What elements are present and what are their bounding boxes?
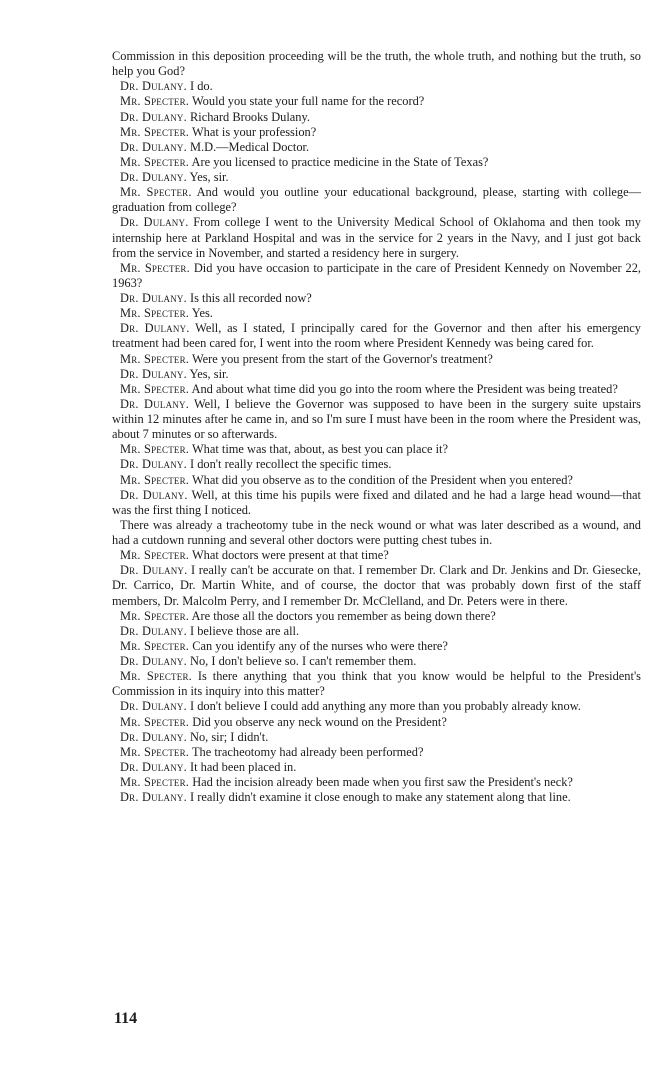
paragraph [112, 125, 641, 140]
utterance: And would you outline your educational background, please, starting with college—graduation from college? [112, 185, 641, 215]
utterance: Are you licensed to practice medicine in the State of Texas? [191, 154, 489, 169]
utterance: I really didn't examine it close enough to make any statement along that line. [190, 790, 571, 805]
utterance: Richard Brooks Dulany. [190, 109, 310, 124]
speaker: Mr. Specter. [120, 185, 192, 200]
utterance: And about what time did you go into the room where the President was being treated? [191, 381, 618, 396]
speaker: Mr. Specter. [120, 94, 190, 109]
speaker: Mr. Specter. [120, 306, 190, 321]
paragraph [112, 760, 641, 775]
paragraph [112, 654, 641, 669]
speaker: Mr. Specter. [120, 154, 190, 169]
speaker: Mr. Specter. [120, 442, 190, 457]
speaker: Dr. Dulany. [120, 321, 190, 336]
utterance: Yes, sir. [189, 170, 229, 184]
utterance: There was already a tracheotomy tube in the neck wound or what was later described as a wound, and had a cutdown running and several other doctors were putting chest tubes in. [112, 517, 641, 547]
page-number: 114 [114, 1010, 138, 1027]
paragraph [112, 321, 641, 351]
speaker: Dr. Dulany. [120, 654, 187, 668]
speaker: Dr. Dulany. [120, 366, 187, 381]
paragraph [112, 185, 641, 215]
paragraph [112, 367, 641, 382]
paragraph [112, 745, 641, 760]
utterance: Well, as I stated, I principally cared for the Governor and then after his emergency treatment had been cared for, I went into the room where President Kennedy was being cared for. [112, 321, 641, 351]
utterance: I don't believe I could add anything any more than you probably already know. [190, 699, 581, 714]
utterance: M.D.—Medical Doctor. [190, 139, 310, 154]
transcript-body [112, 49, 641, 805]
utterance: Is this all recorded now? [190, 291, 312, 305]
paragraph [112, 563, 641, 608]
paragraph [112, 669, 641, 699]
paragraph [112, 518, 641, 548]
utterance: What time was that, about, as best you can place it? [191, 442, 448, 457]
speaker: Mr. Specter. [120, 608, 190, 623]
speaker: Mr. Specter. [120, 669, 192, 684]
speaker: Mr. Specter. [120, 381, 190, 396]
paragraph [112, 624, 641, 639]
paragraph [112, 155, 641, 170]
speaker: Mr. Specter. [120, 714, 190, 729]
utterance: I do. [190, 79, 213, 94]
utterance: From college I went to the University Medical School of Oklahoma and then took my internship here at Parkland Hospital and was in the service for 2 years in the Navy, and I just got back from the service in November, and started a residency here in surgery. [112, 215, 641, 260]
paragraph [112, 215, 641, 260]
paragraph [112, 609, 641, 624]
speaker: Dr. Dulany. [120, 563, 188, 578]
paragraph [112, 639, 641, 654]
speaker: Mr. Specter. [120, 548, 190, 563]
paragraph [112, 49, 641, 79]
utterance: Did you have occasion to participate in the care of President Kennedy on November 22, 1963? [112, 260, 641, 290]
utterance: What doctors were present at that time? [191, 548, 389, 563]
paragraph [112, 306, 641, 321]
paragraph [112, 790, 641, 805]
utterance: I believe those are all. [190, 623, 300, 638]
paragraph [112, 382, 641, 397]
utterance: Yes, sir. [189, 366, 229, 381]
speaker: Mr. Specter. [120, 472, 190, 487]
utterance: I really can't be accurate on that. I remember Dr. Clark and Dr. Jenkins and Dr. Giesecke, Dr. Carrico, Dr. Martin White, and of course, the doctor that was probably down first of the staff members, Dr. Malcolm Perry, and I remember Dr. McClelland, and Dr. Peters were in there. [112, 563, 641, 608]
paragraph [112, 715, 641, 730]
speaker: Dr. Dulany. [120, 790, 187, 805]
speaker: Dr. Dulany. [120, 291, 187, 305]
paragraph [112, 352, 641, 367]
paragraph [112, 94, 641, 109]
speaker: Mr. Specter. [120, 775, 190, 789]
speaker: Mr. Specter. [120, 351, 190, 366]
paragraph [112, 291, 641, 306]
utterance: Is there anything that you think that you know would be helpful to the President's Commission in its inquiry into this matter? [112, 669, 641, 699]
utterance: The tracheotomy had already been performed? [191, 744, 424, 759]
speaker: Mr. Specter. [120, 260, 190, 275]
speaker: Dr. Dulany. [120, 215, 189, 230]
speaker: Dr. Dulany. [120, 699, 187, 714]
speaker: Dr. Dulany. [120, 79, 187, 94]
paragraph [112, 397, 641, 442]
utterance: Commission in this deposition proceeding will be the truth, the whole truth, and nothing but the truth, so help you God? [112, 49, 641, 79]
utterance: No, sir; I didn't. [190, 729, 269, 744]
paragraph [112, 699, 641, 714]
speaker: Mr. Specter. [120, 124, 190, 139]
paragraph [112, 261, 641, 291]
speaker: Dr. Dulany. [120, 487, 188, 502]
utterance: No, I don't believe so. I can't remember them. [190, 654, 417, 668]
utterance: What is your profession? [191, 124, 317, 139]
speaker: Mr. Specter. [120, 744, 190, 759]
paragraph [112, 110, 641, 125]
utterance: Were you present from the start of the Governor's treatment? [191, 351, 493, 366]
speaker: Dr. Dulany. [120, 457, 187, 472]
utterance: Would you state your full name for the record? [191, 94, 425, 109]
paragraph [112, 775, 641, 790]
utterance: I don't really recollect the specific times. [190, 457, 392, 472]
paragraph [112, 442, 641, 457]
speaker: Mr. Specter. [120, 638, 190, 653]
paragraph [112, 473, 641, 488]
paragraph [112, 488, 641, 518]
paragraph [112, 457, 641, 472]
paragraph [112, 548, 641, 563]
speaker: Dr. Dulany. [120, 109, 187, 124]
speaker: Dr. Dulany. [120, 170, 187, 184]
utterance: Had the incision already been made when you first saw the President's neck? [192, 775, 573, 789]
paragraph [112, 79, 641, 94]
speaker: Dr. Dulany. [120, 139, 187, 154]
utterance: What did you observe as to the condition of the President when you entered? [191, 472, 573, 487]
speaker: Dr. Dulany. [120, 759, 187, 774]
utterance: Are those all the doctors you remember as being down there? [191, 608, 496, 623]
utterance: Can you identify any of the nurses who were there? [192, 638, 448, 653]
paragraph [112, 730, 641, 745]
speaker: Dr. Dulany. [120, 623, 187, 638]
utterance: Well, I believe the Governor was supposed to have been in the surgery suite upstairs within 12 minutes after he came in, and so I'm sure I must have been in the room where the President was, about 7 minutes or so afterwards. [112, 396, 641, 442]
utterance: It had been placed in. [190, 759, 297, 774]
paragraph [112, 170, 641, 185]
utterance: Did you observe any neck wound on the President? [192, 714, 447, 729]
paragraph [112, 140, 641, 155]
speaker: Dr. Dulany. [120, 396, 189, 411]
speaker: Dr. Dulany. [120, 729, 187, 744]
utterance: Yes. [191, 306, 213, 321]
utterance: Well, at this time his pupils were fixed and dilated and he had a large head wound—that was the first thing I noticed. [112, 487, 641, 517]
